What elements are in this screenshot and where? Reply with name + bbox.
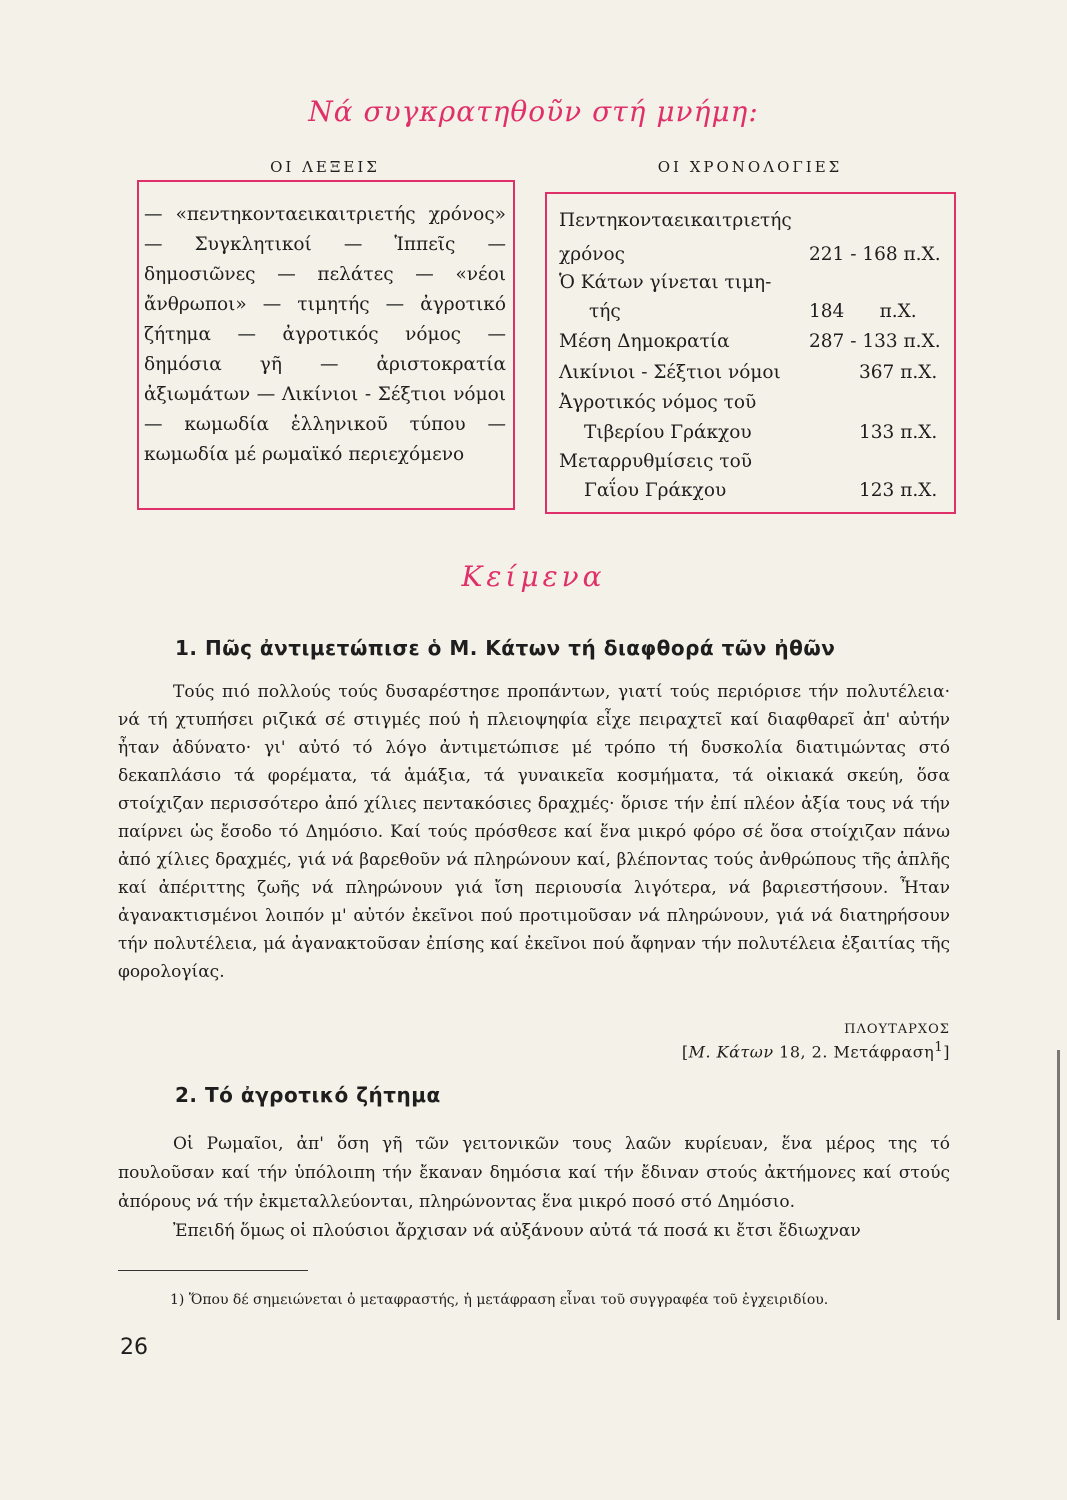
date-label: Λικίνιοι - Σέξτιοι νόμοι <box>559 362 781 383</box>
words-column-title: ΟΙ ΛΕΞΕΙΣ <box>270 158 380 176</box>
date-value: 287 - 133 π.Χ. <box>809 331 941 352</box>
citation-rest: 18, 2. Μετάφραση <box>773 1042 935 1062</box>
dates-box <box>545 192 956 514</box>
text1-heading: 1. Πῶς ἀντιμετώπισε ὁ Μ. Κάτων τή διαφθορά τῶν ἠθῶν <box>175 636 836 660</box>
author-name: ΠΛΟΥΤΑΡΧΟΣ <box>844 1022 950 1037</box>
citation-bracket: [ <box>681 1042 689 1062</box>
date-value: 123 π.Χ. <box>859 480 938 501</box>
date-label: χρόνος <box>559 244 625 265</box>
page-number: 26 <box>120 1335 148 1360</box>
date-value: 367 π.Χ. <box>859 362 938 383</box>
citation-work: Μ. Κάτων <box>688 1042 774 1062</box>
date-label: Ἀγροτικός νόμος τοῦ <box>559 392 757 413</box>
text2-body: Οἱ Ρωμαῖοι, ἀπ' ὅση γῆ τῶν γειτονικῶν τους λαῶν κυρίευαν, ἕνα μέρος της τό πουλοῦσαν καί τήν ὑπόλοιπη τήν ἔκαναν δημόσια καί τήν ἔδιναν στούς ἀκτήμονες καί στούς ἀπόρους νά τήν ἐκμεταλλεύονται, πληρώνοντας ἕνα μικρό ποσό στό Δημόσιο. <box>118 1134 950 1212</box>
citation-bracket: ] <box>943 1042 950 1062</box>
date-label: τής <box>589 301 621 322</box>
date-label: Γαΐου Γράκχου <box>584 480 727 501</box>
words-box <box>137 180 515 510</box>
text2-heading: 2. Τό ἀγροτικό ζήτημα <box>175 1083 441 1107</box>
text1-body: Τούς πιό πολλούς τούς δυσαρέστησε προπάντων, γιατί τούς περιόρισε τήν πολυτέλεια· νά τή χτυπήσει ριζικά σέ στιγμές πού ἡ πλειοψηφία εἶχε πειραχτεῖ καί διαφθαρεῖ ἀπ' αὐτήν ἦταν ἀδύνατο· γι' αὐτό τό λόγο ἀντιμετώπισε μέ τρόπο τή δυσκολία διατιμώντας στό δεκαπλάσιο τά φορέματα, τά ἁμάξια, τά γυναικεῖα κοσμήματα, τά οἰκιακά σκεύη, ὅσα στοίχιζαν περισσότερο ἀπό χίλιες πεντακόσιες δραχμές· ὅρισε τήν ἐπί πλέον ἀξία τους νά τήν παίρνει ὡς ἔσοδο τό Δημόσιο. Καί τούς πρόσθεσε καί ἕνα μικρό φόρο σέ ὅσα στοίχιζαν πάνω ἀπό χίλιες δραχμές, γιά νά βαρεθοῦν νά πληρώνουν καί, βλέποντας τούς ἀνθρώπους τῆς ἁπλῆς καί ἀπέριττης ζωῆς νά πληρώνουν γιά ἴση περιουσία λιγότερα, νά βαριεστήσουν. Ἦταν ἀγανακτισμένοι λοιπόν μ' αὐτόν ἐκεῖνοι πού προτιμοῦσαν νά πληρώνουν, γιά νά διατηρήσουν τήν πολυτέλεια, μά ἀγανακτοῦσαν ἐπίσης καί ἐκεῖνοι πού ἄφηναν τήν πολυτέλεια ἐξαιτίας τῆς φορολογίας. <box>118 682 950 982</box>
text2-body-continued: Ἐπειδή ὅμως οἱ πλούσιοι ἄρχισαν νά αὐξάνουν αὐτά τά ποσά κι ἔτσι ἔδιωχναν <box>173 1221 861 1241</box>
date-label: Ὁ Κάτων γίνεται τιμη- <box>559 272 772 293</box>
footnote-ref: 1 <box>934 1040 944 1055</box>
footnote-text: Ὅπου δέ σημειώνεται ὁ μεταφραστής, ἡ μετάφραση εἶναι τοῦ συγγραφέα τοῦ ἐγχειριδίου. <box>184 1292 829 1308</box>
section-title: Κείμενα <box>461 560 606 593</box>
source-citation <box>600 1040 950 1061</box>
date-label: Τιβερίου Γράκχου <box>584 422 752 443</box>
date-value: 221 - 168 π.Χ. <box>809 244 941 265</box>
footnote <box>170 1292 828 1308</box>
date-value: 133 π.Χ. <box>859 422 938 443</box>
dates-column-title: ΟΙ ΧΡΟΝΟΛΟΓΙΕΣ <box>657 158 843 176</box>
page-edge-mark <box>1057 1050 1060 1320</box>
words-list: — «πεντηκονταεικαιτριετής χρόνος» — Συγκλητικοί — Ἱππεῖς — δημοσιῶνες — πελάτες — «νέοι ἄνθρωποι» — τιμητής — ἀγροτικό ζήτημα — ἀγροτικός νόμος — δημόσια γῆ — ἀριστοκρατία ἀξιωμάτων — Λικίνιοι - Σέξτιοι νόμοι — κωμωδία ἑλληνικοῦ τύπου — κωμωδία μέ ρωμαϊκό περιεχόμενο <box>144 204 506 465</box>
date-value: 184 π.Χ. <box>809 301 917 322</box>
page-heading: Νά συγκρατηθοῦν στή μνήμη: <box>308 95 759 128</box>
footnote-divider <box>118 1270 308 1271</box>
date-label: Μεταρρυθμίσεις τοῦ <box>559 451 752 472</box>
footnote-marker: 1) <box>170 1292 185 1308</box>
date-label: Μέση Δημοκρατία <box>559 331 730 352</box>
date-label: Πεντηκονταεικαιτριετής <box>559 210 792 231</box>
